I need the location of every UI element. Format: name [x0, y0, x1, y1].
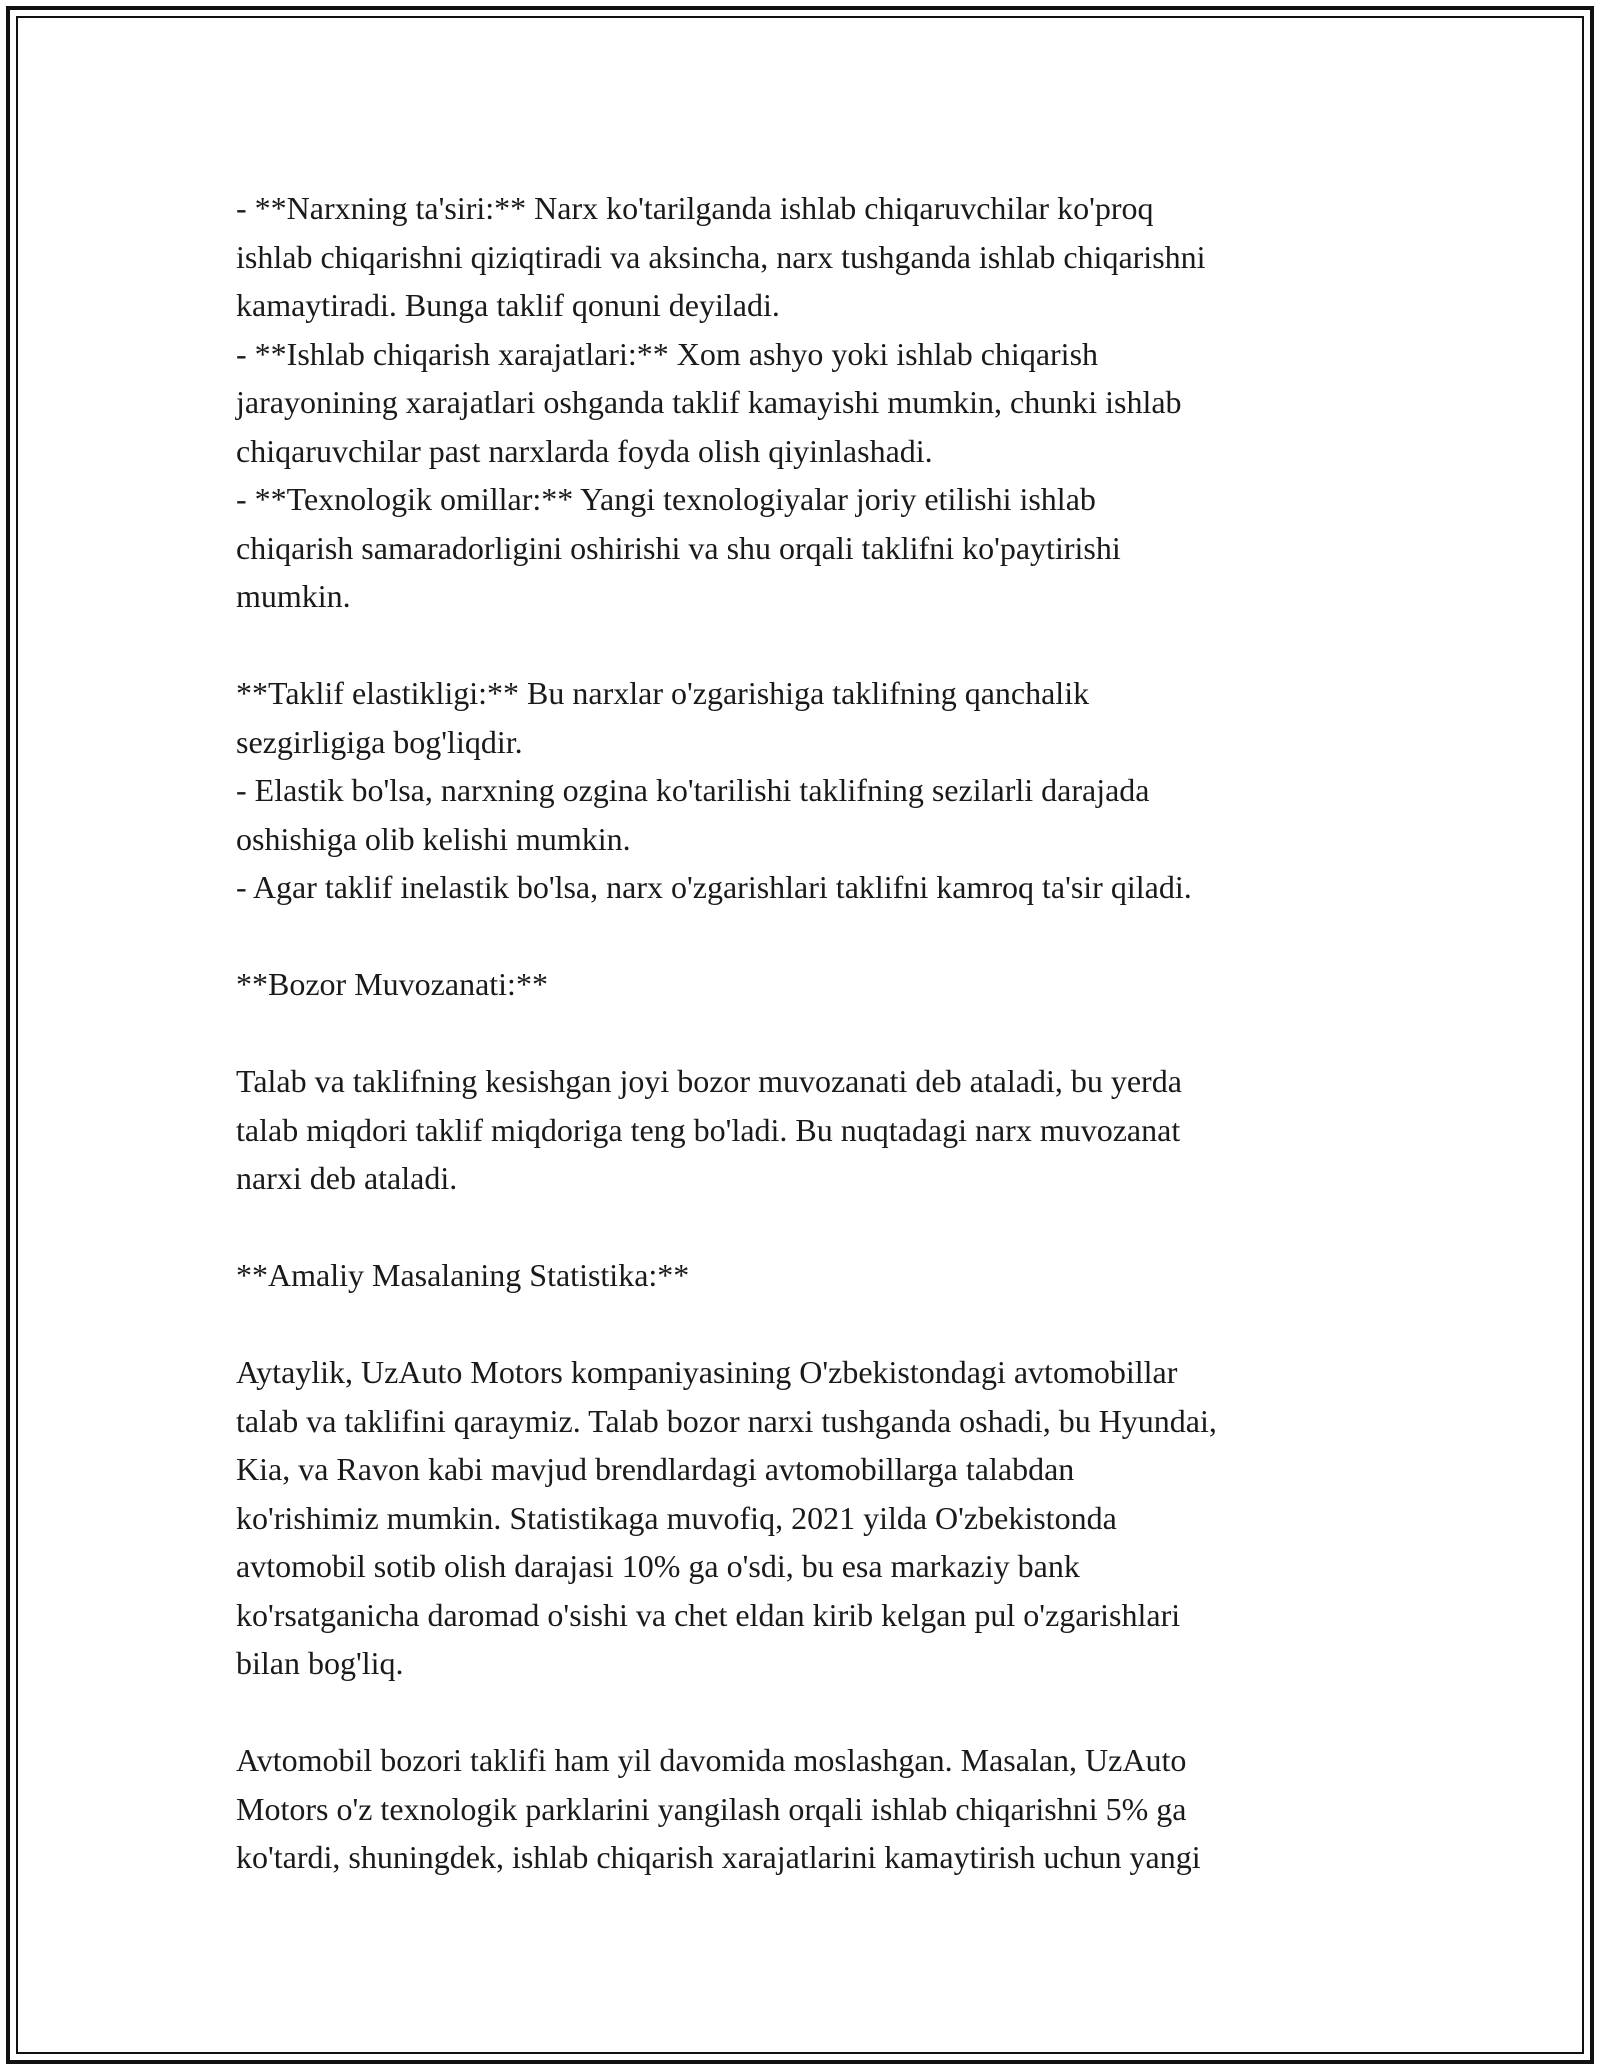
text-line: - Elastik bo'lsa, narxning ozgina ko'tarilishi taklifning sezilarli darajada — [236, 772, 1150, 808]
text-line: ko'tardi, shuningdek, ishlab chiqarish xarajatlarini kamaytirish uchun yangi — [236, 1839, 1201, 1875]
text-line: - **Texnologik omillar:** Yangi texnologiyalar joriy etilishi ishlab — [236, 481, 1096, 517]
text-line: chiqaruvchilar past narxlarda foyda olish qiyinlashadi. — [236, 432, 933, 469]
paragraph-supply-elasticity — [236, 669, 1386, 912]
text-line: talab miqdori taklif miqdoriga teng bo'ladi. Bu nuqtadagi narx muvozanat — [236, 1111, 1181, 1148]
text-line: sezgirligiga bog'liqdir. — [236, 723, 523, 760]
paragraph-uzauto-demand — [236, 1348, 1386, 1688]
text-line: oshishiga olib kelishi mumkin. — [236, 820, 631, 857]
paragraph-uzauto-supply — [236, 1736, 1386, 1882]
text-line: mumkin. — [236, 578, 351, 614]
text-line: narxi deb ataladi. — [236, 1160, 458, 1196]
text-line: **Taklif elastikligi:** Bu narxlar o'zgarishiga taklifning qanchalik — [236, 675, 1090, 711]
text-line: Kia, va Ravon kabi mavjud brendlardagi avtomobillarga talabdan — [236, 1451, 1075, 1487]
heading-practical-statistics — [236, 1251, 1386, 1300]
text-line: talab va taklifini qaraymiz. Talab bozor narxi tushganda oshadi, bu Hyundai, — [236, 1402, 1217, 1439]
text-line: ko'rishimiz mumkin. Statistikaga muvofiq, 2021 yilda O'zbekistonda — [236, 1499, 1117, 1536]
paragraph-market-equilibrium — [236, 1057, 1386, 1203]
text-line: avtomobil sotib olish darajasi 10% ga o'sdi, bu esa markaziy bank — [236, 1548, 1080, 1584]
text-line: - **Narxning ta'siri:** Narx ko'tarilganda ishlab chiqaruvchilar ko'proq — [236, 190, 1154, 226]
text-line: chiqarish samaradorligini oshirishi va shu orqali taklifni ko'paytirishi — [236, 529, 1121, 566]
text-line: Motors o'z texnologik parklarini yangilash orqali ishlab chiqarishni 5% ga — [236, 1790, 1187, 1827]
document-body — [236, 184, 1386, 1882]
text-line: ko'rsatganicha daromad o'sishi va chet eldan kirib kelgan pul o'zgarishlari — [236, 1596, 1181, 1633]
text-line: - Agar taklif inelastik bo'lsa, narx o'zgarishlari taklifni kamroq ta'sir qiladi. — [236, 869, 1192, 905]
paragraph-supply-factors — [236, 184, 1386, 621]
text-line: Talab va taklifning kesishgan joyi bozor muvozanati deb ataladi, bu yerda — [236, 1063, 1182, 1099]
text-line: **Bozor Muvozanati:** — [236, 966, 548, 1002]
text-line: ishlab chiqarishni qiziqtiradi va aksincha, narx tushganda ishlab chiqarishni — [236, 238, 1206, 275]
text-line: jarayonining xarajatlari oshganda taklif kamayishi mumkin, chunki ishlab — [236, 384, 1182, 420]
heading-market-equilibrium — [236, 960, 1386, 1009]
text-line: kamaytiradi. Bunga taklif qonuni deyiladi. — [236, 287, 780, 323]
text-line: bilan bog'liq. — [236, 1645, 404, 1681]
text-line: - **Ishlab chiqarish xarajatlari:** Xom ashyo yoki ishlab chiqarish — [236, 335, 1099, 372]
text-line: Aytaylik, UzAuto Motors kompaniyasining O'zbekistondagi avtomobillar — [236, 1354, 1178, 1390]
text-line: Avtomobil bozori taklifi ham yil davomida moslashgan. Masalan, UzAuto — [236, 1742, 1187, 1778]
text-line: **Amaliy Masalaning Statistika:** — [236, 1257, 690, 1293]
